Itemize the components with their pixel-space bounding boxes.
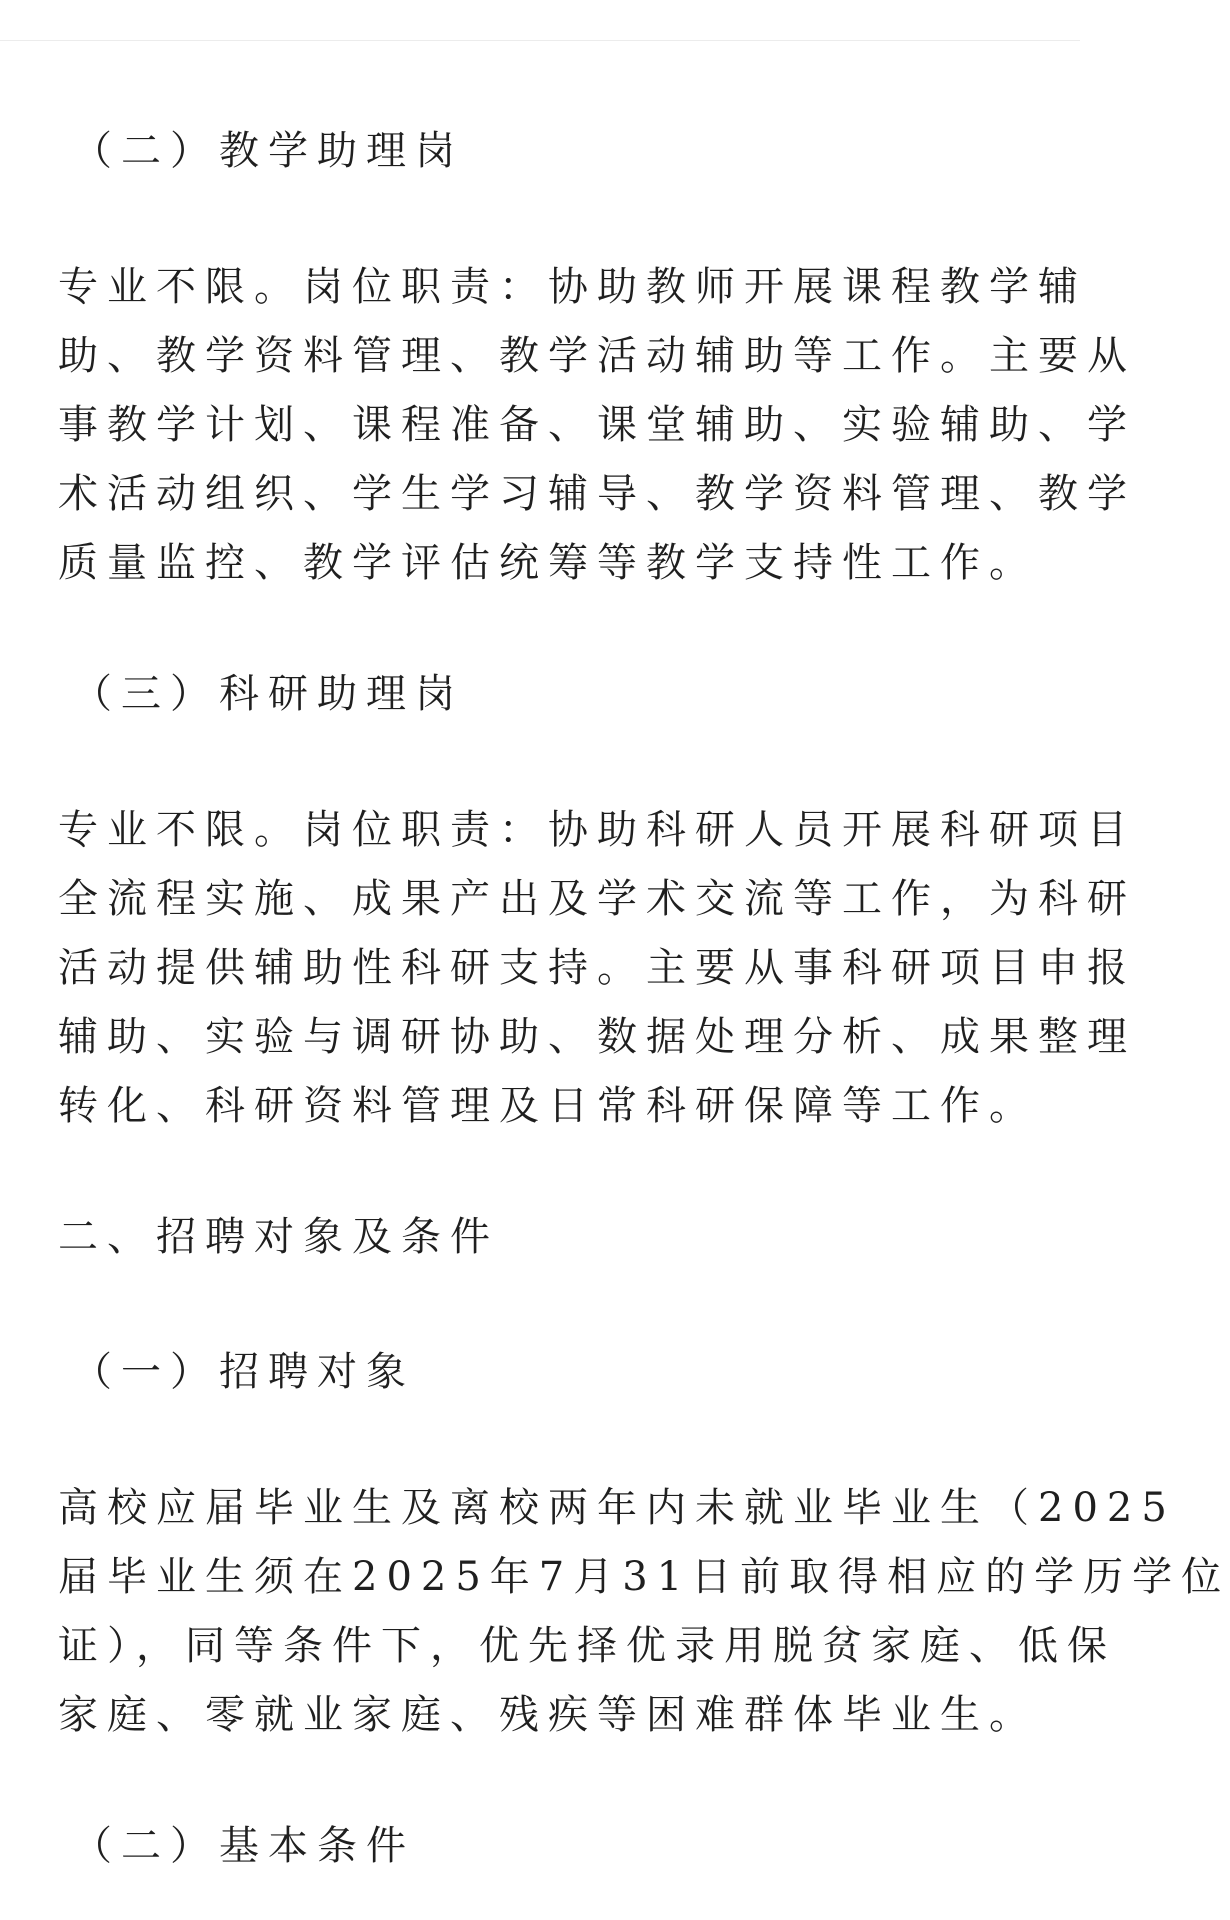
paragraph-line: 专业不限。岗位职责：协助科研人员开展科研项目 bbox=[58, 807, 1136, 853]
section-heading-research-assistant: （三）科研助理岗 bbox=[72, 671, 464, 717]
paragraph-line: 家庭、零就业家庭、残疾等困难群体毕业生。 bbox=[58, 1692, 1038, 1738]
paragraph-line: 专业不限。岗位职责：协助教师开展课程教学辅 bbox=[58, 264, 1087, 310]
paragraph-line: 术活动组织、学生学习辅导、教学资料管理、教学 bbox=[58, 471, 1136, 517]
paragraph-line: 高校应届毕业生及离校两年内未就业毕业生（2025 bbox=[58, 1485, 1176, 1531]
section-heading-basic-conditions: （二）基本条件 bbox=[72, 1823, 415, 1869]
paragraph-line: 转化、科研资料管理及日常科研保障等工作。 bbox=[58, 1083, 1038, 1129]
section-heading-recruitment-target: （一）招聘对象 bbox=[72, 1349, 415, 1395]
paragraph-line: 全流程实施、成果产出及学术交流等工作，为科研 bbox=[58, 876, 1136, 922]
paragraph-line: 活动提供辅助性科研支持。主要从事科研项目申报 bbox=[58, 945, 1136, 991]
chapter-heading-recruitment-targets: 二、招聘对象及条件 bbox=[58, 1214, 499, 1260]
paragraph-line: 辅助、实验与调研协助、数据处理分析、成果整理 bbox=[58, 1014, 1136, 1060]
paragraph-line: 证），同等条件下，优先择优录用脱贫家庭、低保 bbox=[58, 1623, 1116, 1669]
paragraph-research-assistant bbox=[58, 796, 1136, 1141]
paragraph-line: 届毕业生须在2025年7月31日前取得相应的学历学位 bbox=[58, 1554, 1230, 1600]
paragraph-recruitment-target bbox=[58, 1474, 1230, 1750]
top-divider bbox=[0, 40, 1080, 41]
paragraph-teaching-assistant bbox=[58, 253, 1136, 598]
paragraph-line: 质量监控、教学评估统筹等教学支持性工作。 bbox=[58, 540, 1038, 586]
section-heading-teaching-assistant: （二）教学助理岗 bbox=[72, 128, 464, 174]
paragraph-line: 助、教学资料管理、教学活动辅助等工作。主要从 bbox=[58, 333, 1136, 379]
paragraph-line: 事教学计划、课程准备、课堂辅助、实验辅助、学 bbox=[58, 402, 1136, 448]
